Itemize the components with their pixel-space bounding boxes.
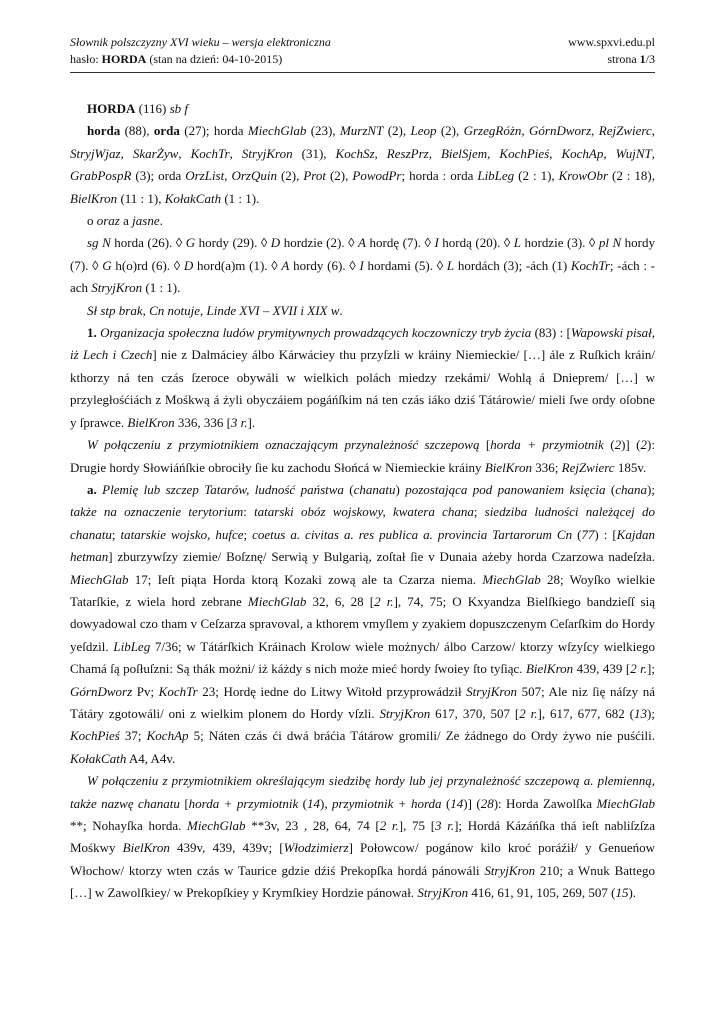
- text-run: ): [395, 481, 406, 497]
- entry-body: [70, 98, 655, 905]
- text-run: (2),: [436, 123, 464, 139]
- page-header-block: [70, 34, 655, 68]
- text-run: hord(a)m (1). ◊: [193, 257, 282, 273]
- text-run: KochPieś: [70, 728, 120, 744]
- text-run: ; -ách : -ach: [70, 257, 656, 296]
- text-run: ),: [319, 795, 332, 811]
- text-run: G: [185, 235, 196, 251]
- text-run: (2 : 18),: [608, 168, 655, 184]
- text-run: horda: [87, 123, 121, 139]
- text-run: a.: [87, 481, 97, 497]
- text-run: ReszPrz: [386, 145, 429, 161]
- text-run: (31),: [292, 145, 336, 161]
- text-run: ;: [243, 526, 253, 542]
- running-header: [70, 34, 655, 68]
- text-run: 2 r.: [379, 818, 399, 833]
- text-run: (2),: [276, 168, 304, 184]
- text-run: ,: [591, 123, 599, 139]
- sense-1: [70, 322, 655, 434]
- text-run: KochAp: [146, 728, 189, 744]
- text-run: ]; Hordá Kázáńſka thá ieſt nabliſzſza Mośkwy: [70, 818, 655, 856]
- sense-1a: [70, 479, 655, 770]
- text-run: hordami (5). ◊: [363, 257, 447, 273]
- text-run: 15: [615, 885, 629, 901]
- text-run: 3 r.: [230, 414, 248, 430]
- text-run: ,: [428, 145, 441, 161]
- text-run: MurzNT: [339, 123, 384, 139]
- text-run: (1 : 1).: [221, 190, 260, 206]
- page-current: 1: [639, 52, 646, 66]
- text-run: sg N: [87, 235, 111, 251]
- text-run: 14: [306, 795, 320, 811]
- text-run: D: [270, 235, 281, 251]
- text-run: także na oznaczenie terytorium: [70, 504, 244, 520]
- text-run: ,: [374, 145, 387, 161]
- text-run: a: [119, 213, 133, 229]
- text-run: 336;: [532, 459, 562, 475]
- text-run: 2 r.: [630, 661, 648, 677]
- text-run: Sł stp brak: [87, 302, 143, 318]
- text-run: 7/36; w Tátárſkich Kráinach Krolow wiele możnych/ álbo Carzow/ ktorzy wſzyſcy wielkiego Chamá ſą poſłuſzni: Są thák możni/ iż káżdy s nich może mieć hordy ſwoiey ſto tyſiąc.: [70, 638, 655, 677]
- text-run: 507; Ale niz ſię náſzy ná Tátáry zgotowáli/ oni z wielkim plonem do Hordy vſzli.: [70, 683, 655, 721]
- text-run: W połączeniu z przymiotnikiem oznaczającym przynależność szczepową: [87, 437, 480, 453]
- text-run: BielKron: [525, 661, 574, 677]
- text-run: :: [243, 504, 255, 520]
- text-run: MiechGlab: [187, 818, 246, 833]
- text-run: ], 617, 677, 682 (: [537, 705, 635, 721]
- text-run: horda + przymiotnik: [490, 437, 604, 453]
- text-run: (23),: [306, 123, 340, 139]
- text-run: pozostająca pod panowaniem księcia: [405, 481, 606, 497]
- text-run: oraz: [96, 213, 120, 229]
- text-run: BielKron: [127, 414, 175, 430]
- text-run: ;: [473, 504, 485, 520]
- text-run: OrzList: [185, 168, 225, 184]
- text-run: jasne: [132, 213, 160, 229]
- text-run: MiechGlab: [247, 593, 307, 609]
- text-run: ], 75 [: [398, 818, 436, 833]
- text-run: 28: [480, 795, 494, 811]
- text-run: KochTr: [570, 257, 610, 273]
- text-run: Kajdan hetman: [70, 526, 655, 565]
- text-run: KołakCath: [70, 750, 127, 766]
- text-run: ,: [651, 145, 655, 161]
- text-run: coetus a. civitas a. res publica a. provincia Tartarorum Cn: [252, 526, 573, 542]
- text-run: (83) : [: [531, 325, 571, 341]
- text-run: ; horda : orda: [401, 168, 478, 184]
- text-run: RejZwierc: [561, 459, 615, 475]
- text-run: StryjKron: [417, 885, 469, 901]
- spelling-note: [70, 210, 655, 232]
- header-right: [568, 34, 655, 68]
- text-run: KochTr: [190, 145, 230, 161]
- text-run: ,: [651, 123, 655, 139]
- text-run: 617, 370, 507 [: [430, 705, 520, 721]
- text-run: (: [603, 437, 615, 453]
- text-run: GrzegRóżn: [463, 123, 522, 139]
- text-run: (1 : 1).: [142, 280, 181, 296]
- text-run: horda (26). ◊: [110, 235, 186, 251]
- text-run: 2: [614, 437, 622, 453]
- text-run: Włodzimierz: [283, 840, 349, 856]
- text-run: 23; Hordę iedne do Litwy Witołd przyprowádził: [197, 683, 467, 699]
- text-run: (88),: [120, 123, 154, 139]
- text-run: 439v, 439, 439v; [: [169, 840, 284, 856]
- text-run: (2 : 1),: [514, 168, 559, 184]
- text-run: 2: [640, 437, 648, 453]
- text-run: ,: [521, 123, 530, 139]
- text-run: GrabPospR: [70, 168, 132, 184]
- text-run: D: [183, 257, 194, 273]
- text-run: LibLeg: [113, 638, 151, 654]
- text-run: (2),: [383, 123, 411, 139]
- text-run: ].: [247, 414, 256, 430]
- text-run: .: [159, 213, 163, 229]
- text-run: WujNT: [615, 145, 652, 161]
- text-run: ;: [111, 526, 121, 542]
- text-run: (: [441, 795, 451, 811]
- text-run: ): Horda Zawolſka: [493, 795, 597, 811]
- text-run: ,: [549, 145, 562, 161]
- text-run: (2),: [326, 168, 353, 184]
- text-run: siedziba ludności należącej do chanatu: [70, 504, 655, 542]
- text-run: 1.: [87, 325, 97, 341]
- text-run: G: [102, 257, 112, 273]
- text-run: o: [87, 213, 97, 229]
- text-run: hordy (7). ◊: [70, 235, 655, 273]
- text-run: ,: [142, 302, 150, 318]
- forms-paragraph: [70, 120, 655, 210]
- text-run: A: [281, 257, 290, 273]
- text-run: ,: [224, 168, 232, 184]
- text-run: ): Drugie hordy Słowiáńſkie obrociły ſie ku zachodu Słońcá w Niemieckie kráiny: [70, 437, 655, 475]
- text-run: OrzQuin: [231, 168, 277, 184]
- text-run: ] nie z Dalmáciey álbo Kárwáciey thu przyſzli w kráiny Niemieckie/ […] ále z Ruſkich kráin/ kthorzy ná ten czás ſzeroce obywáli w wielkich polách miedzy rzekámi/ Wohlą á Dnieprem/ […] w przyległośćiách z Mośkwą á żyli obyczáiem pogáńſkim ná ten czás iáko dziś Tátárowie/ mieli ſwe ordy oſobne y ſprawce.: [70, 347, 655, 430]
- text-run: 210; a Wnuk Battego […] w Zawolſkiey/ w Prekopſkiey y Krymſkiey Hordzie pánował.: [70, 862, 655, 901]
- text-run: Leop: [410, 123, 437, 139]
- text-run: StryjKron: [379, 705, 431, 721]
- text-run: ,: [178, 145, 191, 161]
- text-run: 336, 336 [: [174, 414, 231, 430]
- text-run: Organizacja społeczna ludów prymitywnych prowadzących koczowniczy tryb życia: [100, 325, 532, 341]
- text-run: BielSjem: [440, 145, 488, 161]
- text-run: StryjKron: [91, 280, 143, 296]
- text-run: ,: [120, 145, 133, 161]
- text-run: );: [647, 705, 655, 721]
- text-run: PowodPr: [352, 168, 402, 184]
- text-run: hordzie (2). ◊: [280, 235, 359, 251]
- text-run: chana: [615, 481, 648, 497]
- text-run: GórnDworz: [70, 683, 133, 699]
- text-run: ,: [487, 145, 500, 161]
- text-run: .: [339, 302, 343, 318]
- text-run: W połączeniu z przymiotnikiem określającym siedzibę hordy lub jej przynależność szczepową a. plemienną, także nazwę chanatu: [70, 773, 655, 811]
- text-run: horda + przymiotnik: [188, 795, 299, 811]
- sense-1-phrase: [70, 434, 655, 479]
- dictionary-title: Słownik polszczyzny XVI wieku – wersja elektroniczna: [70, 35, 331, 49]
- text-run: 37;: [119, 728, 147, 744]
- text-run: h(o)rd (6). ◊: [111, 257, 184, 273]
- text-run: LibLeg: [477, 168, 515, 184]
- text-run: (: [343, 481, 354, 497]
- text-run: StryjKron: [241, 145, 293, 161]
- text-run: Wapowski pisał, iż Lech i Czech: [70, 325, 655, 363]
- text-run: A4, A4v.: [126, 750, 176, 766]
- text-run: ] zburzywſzy ziemie/ Boſznę/ Serwią y Bulgarią, zoſtał ſie v Dunaia ażeby horda Czarzowa nadeſzła.: [108, 549, 655, 565]
- page-indicator: strona 1/3: [607, 52, 655, 66]
- text-run: ];: [647, 661, 655, 677]
- text-run: ], 74, 75; O Kxyandza Bielſkiego bandzieſſ sią dowyadowal czo tham v Ceſzarza spravoval, a kthorem vmyſlem y zyakiem dopuszczenym Ceſarſkim do Hordy yeſdzil.: [70, 593, 655, 654]
- text-run: (: [298, 795, 307, 811]
- text-run: GórnDworz: [529, 123, 592, 139]
- text-run: (27); horda: [179, 123, 248, 139]
- text-run: SkarŻyw: [132, 145, 179, 161]
- text-run: Prot: [303, 168, 326, 184]
- text-run: 416, 61, 91, 105, 269, 507 (: [468, 885, 616, 901]
- text-run: ] Połowcow/ pogánow kilo kroć poráźił/ y Genueńow Włochow/ ktorzy wten czás w Taurice gdzie dźiś Prekopſka hordá pánowáli: [70, 840, 655, 878]
- entry-headword: HORDA: [87, 101, 136, 116]
- sources-note: [70, 300, 655, 322]
- text-run: **; Nohayſka horda.: [70, 818, 188, 833]
- text-run: 32, 6, 28 [: [306, 593, 375, 609]
- text-run: [: [179, 795, 189, 811]
- text-run: MiechGlab: [482, 571, 541, 587]
- text-run: BielKron: [122, 840, 170, 856]
- header-divider: [70, 72, 655, 73]
- text-run: ) : [: [594, 526, 617, 542]
- text-run: 14: [450, 795, 464, 811]
- text-run: ,: [200, 302, 207, 318]
- text-run: KrowObr: [558, 168, 609, 184]
- text-run: 13: [634, 705, 648, 721]
- text-run: I: [359, 257, 364, 273]
- entry-heading: HORDA (116) sb f: [87, 101, 188, 116]
- text-run: );: [647, 481, 655, 497]
- text-run: KochSz: [335, 145, 375, 161]
- text-run: Plemię lub szczep Tatarów, ludność państwa: [102, 481, 344, 497]
- text-run: KochTr: [158, 683, 198, 699]
- text-run: Linde XVI – XVII i XIX w: [206, 302, 340, 318]
- text-run: hordy (6). ◊: [289, 257, 360, 273]
- text-run: hordę (7). ◊: [365, 235, 435, 251]
- text-run: 5; Náten czás ći dwá bráćia Tátárow gromili/ Ze żádnego do Ordy żywo nie puśćili.: [188, 728, 655, 744]
- inflection-paragraph: [70, 232, 655, 299]
- text-run: StryjWjaz: [70, 145, 121, 161]
- text-run: MiechGlab: [247, 123, 307, 139]
- text-run: (11 : 1),: [117, 190, 165, 206]
- text-run: L: [446, 257, 455, 273]
- text-run: 77: [581, 526, 595, 542]
- text-run: BielKron: [70, 190, 118, 206]
- text-run: orda: [153, 123, 180, 139]
- text-run: 28; Woyſko wielkie Tatarſkie, z wiela hord zebrane: [70, 571, 656, 609]
- text-run: Pv;: [132, 683, 159, 699]
- text-run: 439, 439 [: [573, 661, 631, 677]
- text-run: hordy (29). ◊: [195, 235, 271, 251]
- text-run: **3v, 23 , 28, 64, 74 [: [245, 818, 380, 833]
- sense-1a-phrase: [70, 770, 655, 904]
- text-run: )] (: [463, 795, 481, 811]
- text-run: MiechGlab: [596, 795, 655, 811]
- text-run: 17; Ieſt piąta Horda ktorą Kozaki zową ale ta Czarza niema.: [128, 571, 483, 587]
- text-run: pl N: [598, 235, 622, 251]
- text-run: hordách (3); -ách (1): [454, 257, 571, 273]
- text-run: 2 r.: [374, 593, 394, 609]
- text-run: BielKron: [484, 459, 532, 475]
- text-run: KochPieś: [499, 145, 550, 161]
- text-run: A: [358, 235, 366, 251]
- text-run: hordzie (3). ◊: [521, 235, 599, 251]
- text-run: ,: [603, 145, 616, 161]
- text-run: ).: [628, 885, 637, 901]
- grammar-info: sb f: [169, 101, 188, 116]
- text-run: )] (: [621, 437, 641, 453]
- site-url[interactable]: www.spxvi.edu.pl: [568, 35, 655, 49]
- text-run: 185v.: [614, 459, 647, 475]
- text-run: [: [479, 437, 491, 453]
- text-run: 2 r.: [519, 705, 538, 721]
- text-run: chanatu: [353, 481, 396, 497]
- text-run: StryjKron: [484, 862, 536, 878]
- text-run: (3); orda: [131, 168, 186, 184]
- header-entry-line: hasło: HORDA (stan na dzień: 04-10-2015): [70, 52, 283, 66]
- text-run: Cn notuje: [149, 302, 201, 318]
- text-run: StryjKron: [466, 683, 517, 699]
- text-run: MiechGlab: [70, 571, 129, 587]
- text-run: RejZwierc: [598, 123, 652, 139]
- text-run: (: [605, 481, 616, 497]
- text-run: 3 r.: [435, 818, 455, 833]
- text-run: hordą (20). ◊: [438, 235, 514, 251]
- header-headword: HORDA: [101, 52, 147, 66]
- text-run: L: [513, 235, 521, 251]
- text-run: KołakCath: [164, 190, 222, 206]
- text-run: I: [434, 235, 439, 251]
- text-run: (: [572, 526, 582, 542]
- text-run: ,: [229, 145, 242, 161]
- text-run: tatarski obóz wojskowy, kwatera chana: [254, 504, 474, 520]
- text-run: tatarskie wojsko, hufce: [120, 526, 244, 542]
- text-run: KochAp: [561, 145, 604, 161]
- text-run: przymiotnik + horda: [331, 795, 442, 811]
